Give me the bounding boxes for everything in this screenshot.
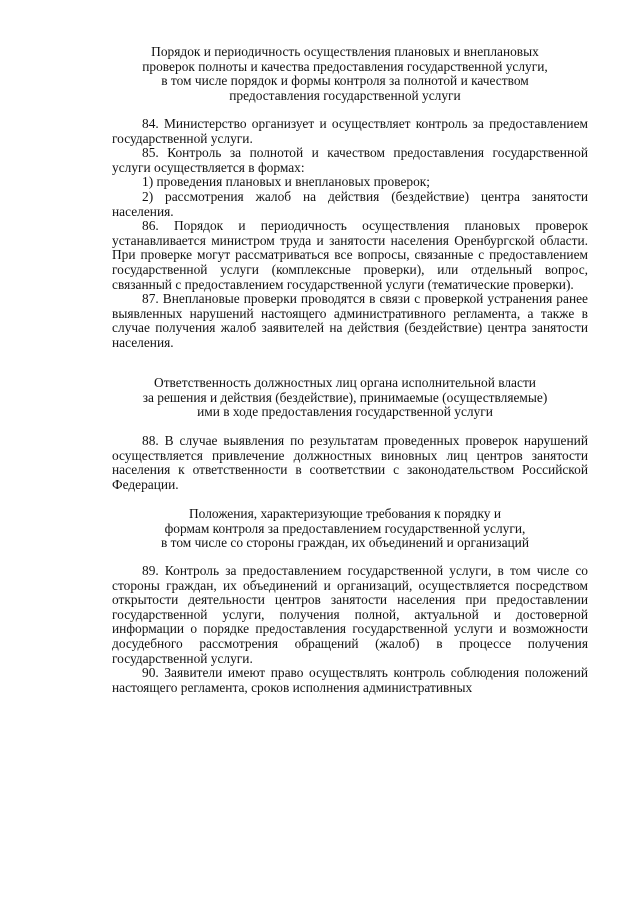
heading-line: в том числе порядок и формы контроля за полнотой и качеством [161,73,529,89]
section-body-control-procedure [112,117,588,351]
heading-line: предоставления государственной услуги [229,87,461,103]
heading-line: за решения и действия (бездействие), принимаемые (осуществляемые) [142,389,548,405]
section-heading-control-procedure [100,45,590,103]
paragraph-87: 87. Внеплановые проверки проводятся в связи с проверкой устранения ранее выявленных нарушений настоящего административного регламента, а также в случае получения жалоб заявителей на действия (бездействие) центра занятости населения. [112,291,588,350]
heading-line: ими в ходе предоставления государственной услуги [197,404,493,420]
section-heading-citizen-control [100,507,590,551]
heading-line: Порядок и периодичность осуществления плановых и внеплановых [151,44,539,59]
section-body-responsibility [112,434,588,492]
heading-line: формам контроля за предоставлением государственной услуги, [164,520,526,536]
paragraph-84: 84. Министерство организует и осуществляет контроль за предоставлением государственной услуги. [112,116,588,146]
heading-line: проверок полноты и качества предоставления государственной услуги, [142,58,548,74]
heading-line: Ответственность должностных лиц органа исполнительной власти [154,375,536,390]
heading-line: Положения, характеризующие требования к порядку и [189,506,501,521]
section-heading-responsibility [100,376,590,420]
section-body-citizen-control [112,564,588,695]
list-item-2: 2) рассмотрения жалоб на действия (бездействие) центра занятости населения. [112,188,588,219]
paragraph-86: 86. Порядок и периодичность осуществления плановых проверок устанавливается министром труда и занятости населения Оренбургской области. При проверке могут рассматриваться все вопросы, связанные с предоставлением государственной услуги (комплексные проверки), или отдельный вопрос, связанный с предоставлением государственной услуги (тематические проверки). [112,218,588,292]
list-item-1: 1) проведения плановых и внеплановых проверок; [142,174,431,190]
paragraph-90: 90. Заявители имеют право осуществлять контроль соблюдения положений настоящего регламента, сроков исполнения административных [112,665,588,695]
heading-line: в том числе со стороны граждан, их объединений и организаций [160,535,530,551]
paragraph-88: 88. В случае выявления по результатам проведенных проверок нарушений осуществляется привлечение должностных виновных лиц центров занятости населения к ответственности в соответствии с законодательством Российской Федерации. [112,433,588,492]
paragraph-85: 85. Контроль за полнотой и качеством предоставления государственной услуги осуществляется в формах: [112,145,588,175]
paragraph-89: 89. Контроль за предоставлением государственной услуги, в том числе со стороны граждан, их объединений и организаций, осуществляется посредством открытости деятельности центров занятости населения при предоставлении государственной услуги, получения полной, актуальной и достоверной информации о порядке предоставления государственной услуги и возможности досудебного рассмотрения обращений (жалоб) в процессе получения государственной услуги. [112,563,588,666]
